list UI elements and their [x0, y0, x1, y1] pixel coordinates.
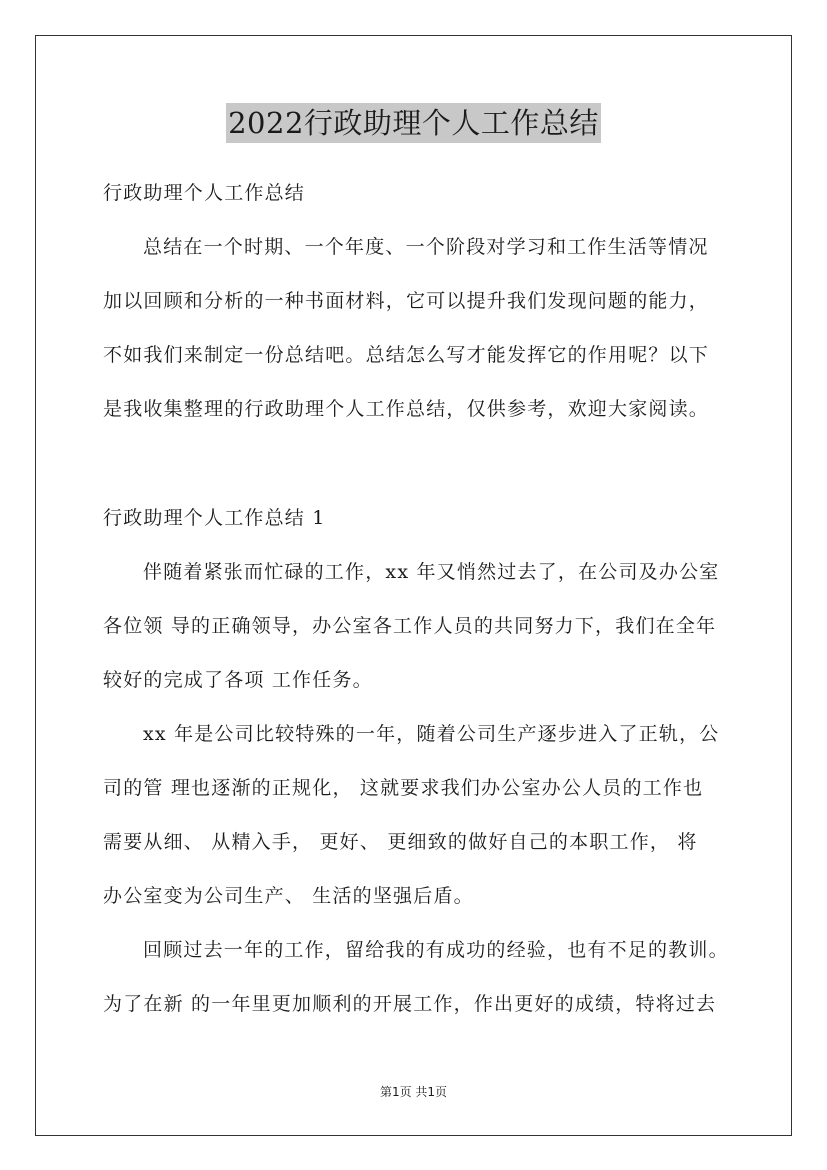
intro-line: 加以回顾和分析的一种书面材料，它可以提升我们发现问题的能力，	[103, 290, 710, 312]
document-subtitle: 行政助理个人工作总结	[103, 182, 306, 204]
paragraph-line: 为了在新 的一年里更加顺利的开展工作，作出更好的成绩，特将过去	[103, 993, 717, 1015]
intro-line: 不如我们来制定一份总结吧。总结怎么写才能发挥它的作用呢？以下	[103, 344, 710, 366]
paragraph-line: 伴随着紧张而忙碌的工作，xx 年又悄然过去了，在公司及办公室	[143, 561, 720, 583]
paragraph-line: xx 年是公司比较特殊的一年，随着公司生产逐步进入了正轨，公	[143, 723, 720, 745]
intro-line: 是我收集整理的行政助理个人工作总结，仅供参考，欢迎大家阅读。	[103, 398, 710, 420]
paragraph-line: 回顾过去一年的工作，留给我的有成功的经验，也有不足的教训。	[143, 939, 729, 961]
paragraph-line: 各位领 导的正确领导，办公室各工作人员的共同努力下，我们在全年	[103, 615, 717, 637]
section-heading: 行政助理个人工作总结 1	[103, 507, 326, 529]
paragraph-line: 办公室变为公司生产、 生活的坚强后盾。	[103, 885, 474, 907]
title-area	[0, 103, 827, 143]
paragraph-line: 需要从细、 从精入手， 更好、 更细致的做好自己的本职工作， 将	[103, 831, 698, 853]
paragraph-line: 司的管 理也逐渐的正规化， 这就要求我们办公室办公人员的工作也	[103, 777, 704, 799]
paragraph-line: 较好的完成了各项 工作任务。	[103, 669, 373, 691]
intro-line: 总结在一个时期、一个年度、一个阶段对学习和工作生活等情况	[143, 236, 709, 258]
page-number: 第1页 共1页	[379, 1085, 448, 1099]
document-title: 2022行政助理个人工作总结	[226, 103, 601, 143]
